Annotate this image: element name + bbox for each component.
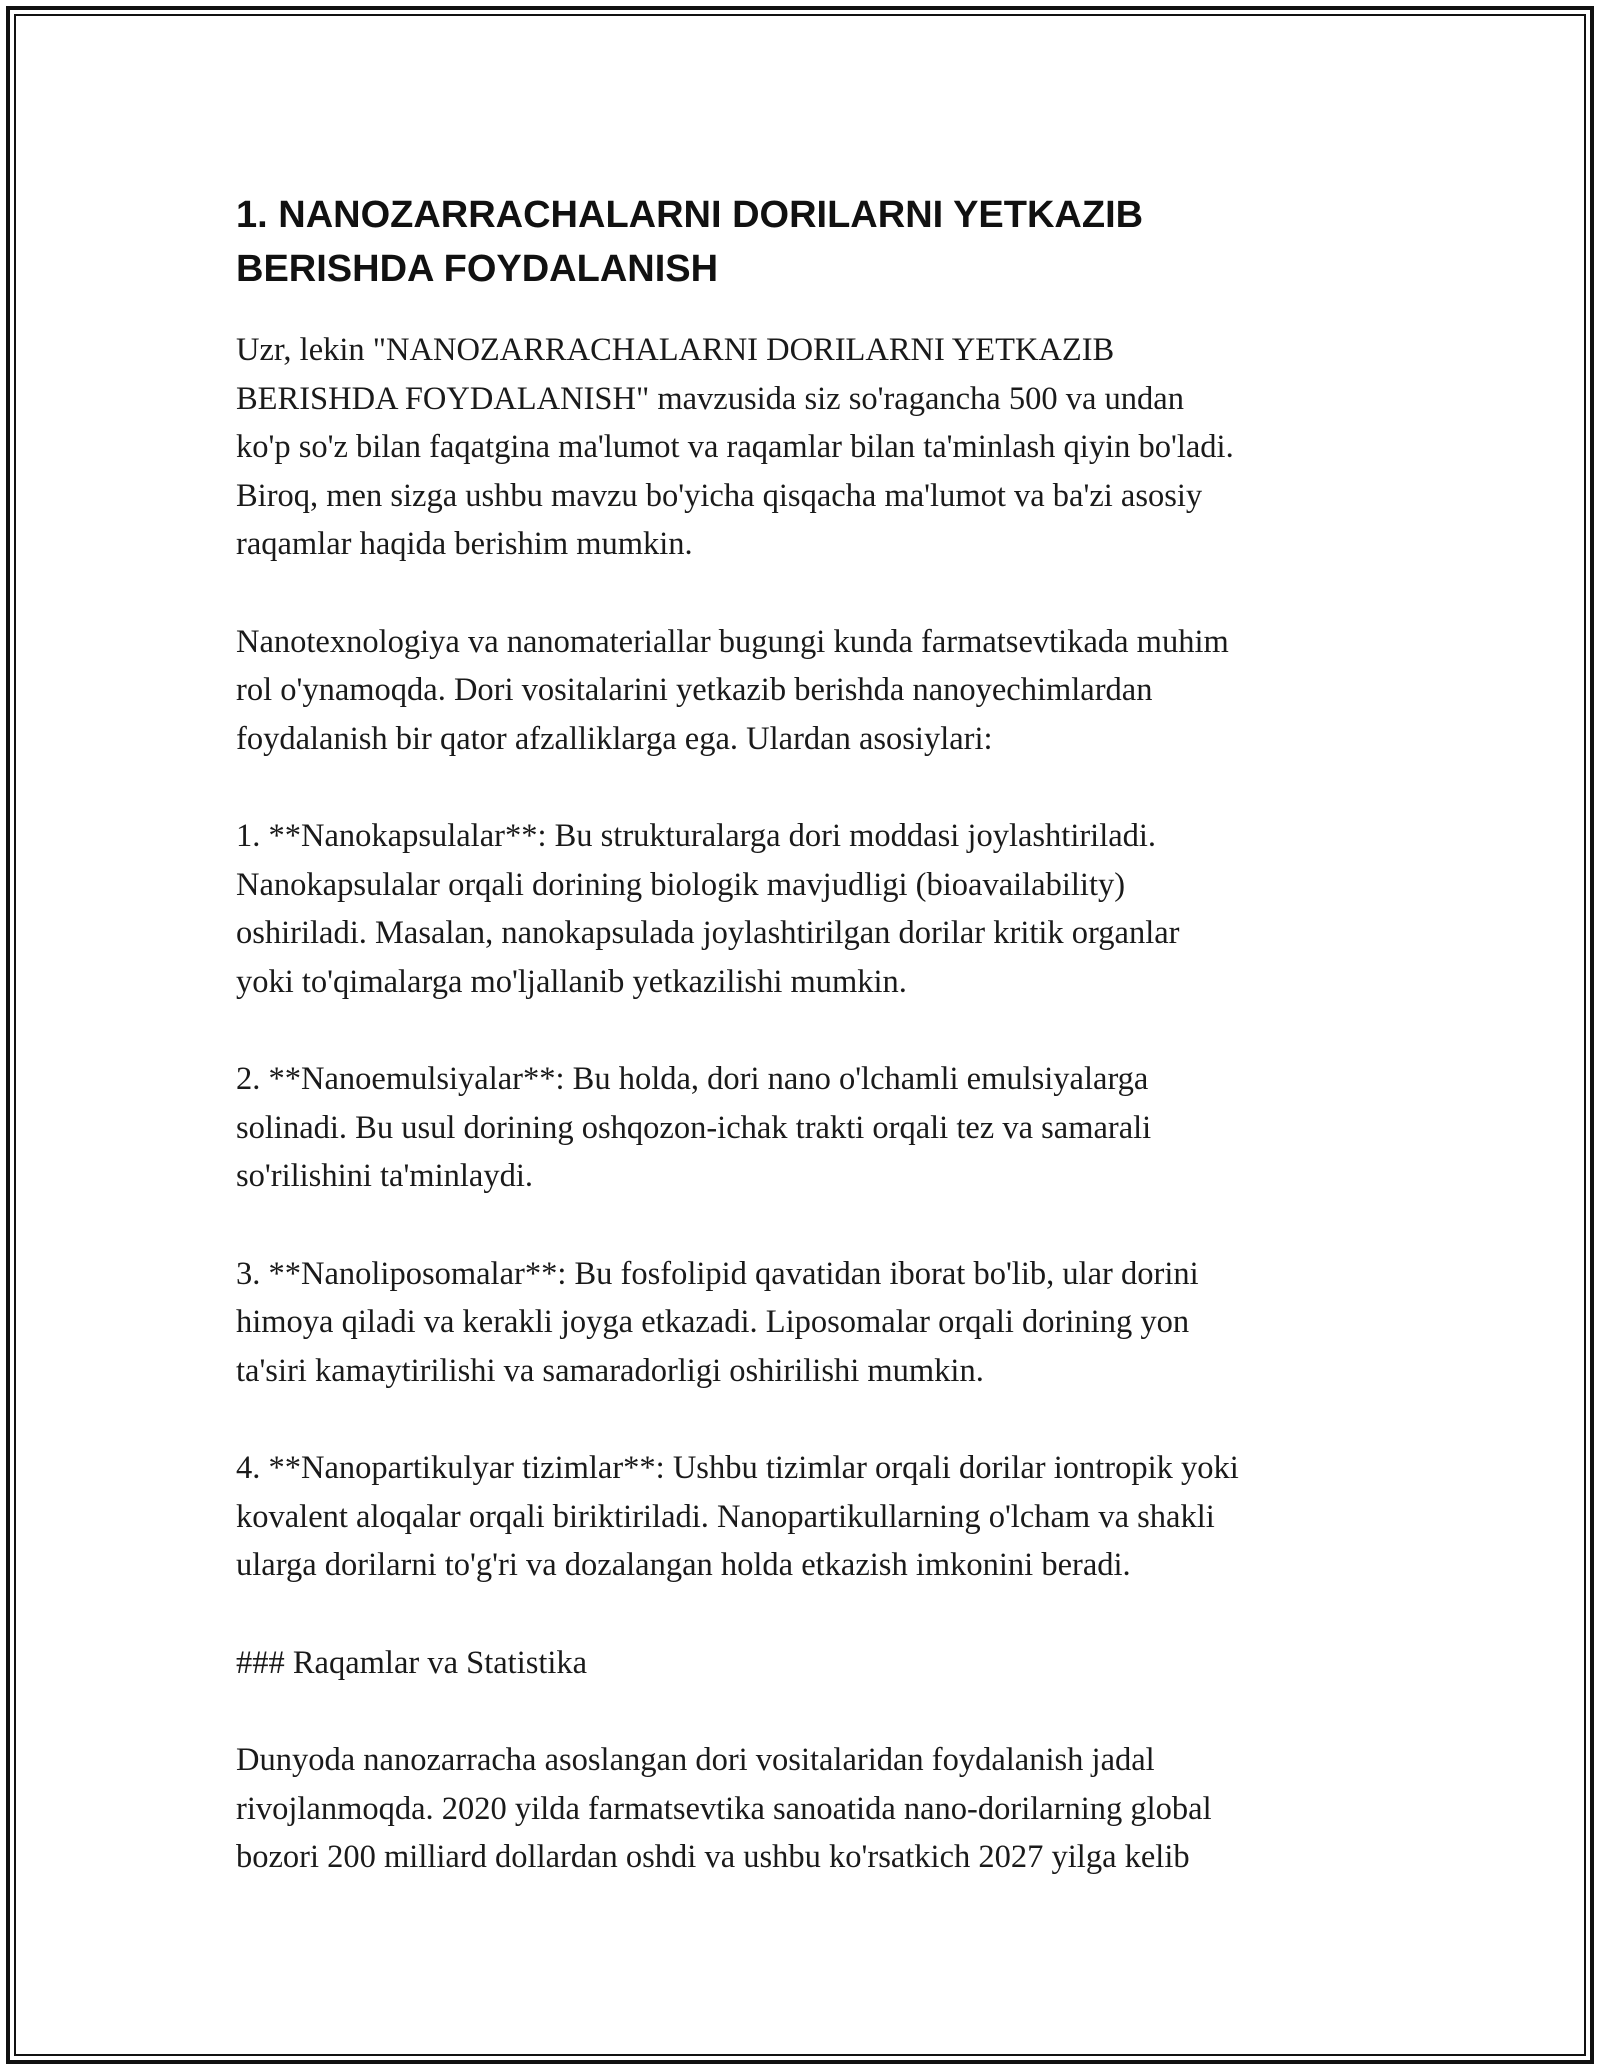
text-line: kovalent aloqalar orqali biriktiriladi. Nanopartikullarning o'lcham va shakli [236,1498,1215,1535]
text-line: Biroq, men sizga ushbu mavzu bo'yicha qisqacha ma'lumot va ba'zi asosiy [236,477,1203,514]
list-item-nanopartikulyar [236,1444,1396,1590]
list-item-nanokapsulalar [236,812,1396,1006]
text-line: rol o'ynamoqda. Dori vositalarini yetkazib berishda nanoyechimlardan [236,672,1153,708]
text-line: so'rilishini ta'minlaydi. [236,1158,533,1194]
text-line: bozori 200 milliard dollardan oshdi va ushbu ko'rsatkich 2027 yilga kelib [236,1839,1190,1875]
text-line: Uzr, lekin "NANOZARRACHALARNI DORILARNI YETKAZIB [236,332,1115,368]
text-line: BERISHDA FOYDALANISH" mavzusida siz so'ragancha 500 va undan [236,380,1184,417]
text-line: oshiriladi. Masalan, nanokapsulada joylashtirilgan dorilar kritik organlar [236,915,1180,951]
overview-paragraph [236,618,1396,764]
text-line: 4. **Nanopartikulyar tizimlar**: Ushbu tizimlar orqali dorilar iontropik yoki [236,1450,1239,1486]
intro-paragraph [236,326,1396,569]
text-line: solinadi. Bu usul dorining oshqozon-ichak trakti orqali tez va samarali [236,1109,1152,1146]
list-item-nanoliposomalar [236,1250,1396,1396]
text-line: ko'p so'z bilan faqatgina ma'lumot va raqamlar bilan ta'minlash qiyin bo'ladi. [236,429,1234,465]
statistics-paragraph [236,1736,1396,1882]
text-line: ### Raqamlar va Statistika [236,1644,588,1681]
text-line: 1. **Nanokapsulalar**: Bu strukturalarga dori moddasi joylashtiriladi. [236,818,1157,854]
section-heading [236,188,1396,296]
text-line: 2. **Nanoemulsiyalar**: Bu holda, dori nano o'lchamli emulsiyalarga [236,1061,1149,1097]
text-line: Nanokapsulalar orqali dorining biologik mavjudligi (bioavailability) [236,866,1126,903]
heading-line: BERISHDA FOYDALANISH [236,248,719,290]
document-body [236,188,1396,1931]
text-line: himoya qiladi va kerakli joyga etkazadi. Liposomalar orqali dorining yon [236,1304,1190,1340]
text-line: yoki to'qimalarga mo'ljallanib yetkazilishi mumkin. [236,963,907,1000]
subheading-raqamlar [236,1639,1396,1688]
text-line: ta'siri kamaytirilishi va samaradorligi oshirilishi mumkin. [236,1352,984,1389]
text-line: rivojlanmoqda. 2020 yilda farmatsevtika sanoatida nano-dorilarning global [236,1790,1212,1827]
text-line: raqamlar haqida berishim mumkin. [236,526,693,562]
text-line: Dunyoda nanozarracha asoslangan dori vositalaridan foydalanish jadal [236,1742,1155,1778]
list-item-nanoemulsiyalar [236,1055,1396,1201]
text-line: foydalanish bir qator afzalliklarga ega. Ulardan asosiylari: [236,720,993,757]
text-line: ularga dorilarni to'g'ri va dozalangan holda etkazish imkonini beradi. [236,1547,1131,1583]
heading-line: 1. NANOZARRACHALARNI DORILARNI YETKAZIB [236,194,1144,236]
text-line: 3. **Nanoliposomalar**: Bu fosfolipid qavatidan iborat bo'lib, ular dorini [236,1255,1199,1292]
text-line: Nanotexnologiya va nanomateriallar bugungi kunda farmatsevtikada muhim [236,623,1229,660]
